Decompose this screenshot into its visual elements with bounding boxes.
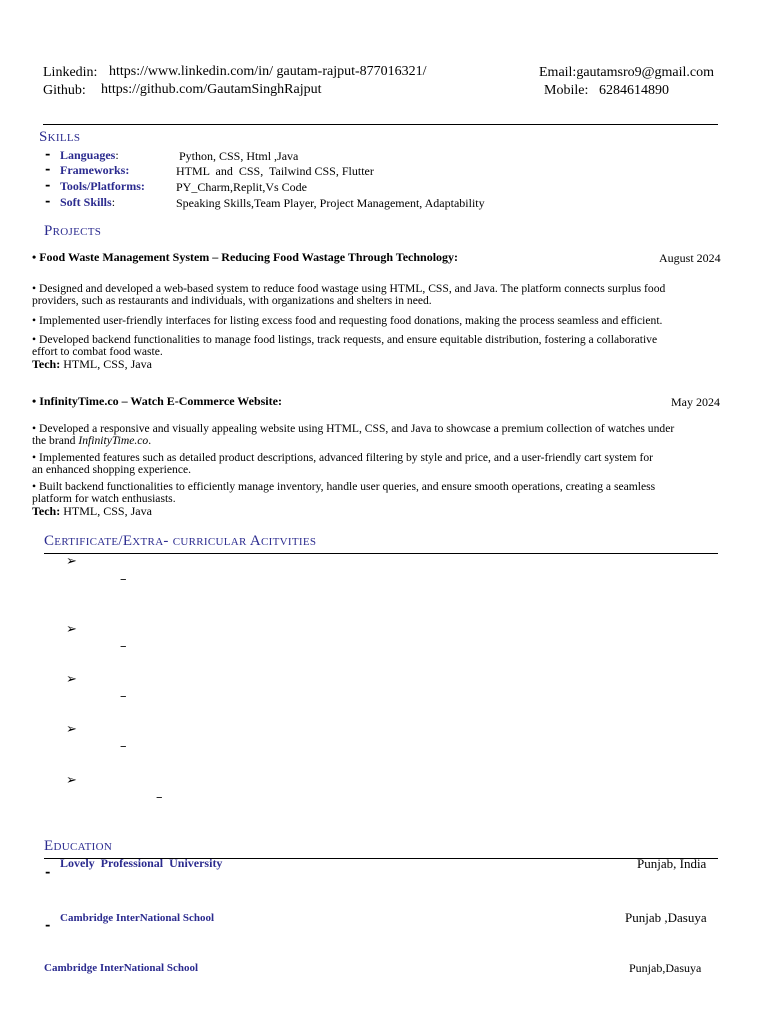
arrow-bullet-icon: ➢	[66, 722, 77, 737]
project-bullet-cont: effort to combat food waste.	[32, 345, 163, 358]
project-bullet: • Developed a responsive and visually appealing website using HTML, CSS, and Java to showcase a premium collection of watches under	[32, 422, 675, 435]
project-date: May 2024	[671, 395, 720, 409]
education-location: Punjab, India	[637, 856, 707, 871]
skill-key-frameworks: Frameworks:	[60, 163, 130, 177]
section-title-education: Education	[44, 838, 113, 854]
bullet-dash: -	[45, 162, 51, 177]
arrow-bullet-icon: ➢	[66, 622, 77, 637]
bullet-dash: -	[45, 178, 51, 193]
arrow-bullet-icon: ➢	[66, 672, 77, 687]
dash-mark: –	[120, 739, 127, 754]
education-institution: Cambridge InterNational School	[60, 912, 214, 924]
header-divider	[43, 124, 718, 125]
bullet-dash: -	[45, 918, 51, 933]
project-bullet: • Built backend functionalities to efficiently manage inventory, handle user queries, and ensure smooth operations, creating a seamless	[32, 480, 656, 493]
github-label: Github:	[43, 83, 86, 98]
project-tech: Tech: HTML, CSS, Java	[32, 504, 152, 518]
linkedin-label: Linkedin:	[43, 65, 98, 80]
skill-key-tools: Tools/Platforms:	[60, 179, 145, 193]
skill-value-tools: PY_Charm,Replit,Vs Code	[176, 180, 307, 194]
skill-value-languages: Python, CSS, Html ,Java	[179, 149, 299, 163]
bullet-dash: -	[45, 147, 51, 162]
dash-mark: –	[156, 790, 163, 805]
section-title-skills: Skills	[39, 129, 81, 145]
dash-mark: –	[120, 689, 127, 704]
email-text[interactable]: Email:gautamsro9@gmail.com	[539, 65, 715, 80]
education-location: Punjab,Dasuya	[629, 961, 702, 975]
project-bullet: • Implemented user-friendly interfaces for listing excess food and requesting food donations, making the process seamless and efficient.	[32, 314, 663, 327]
skill-key-languages: Languages:	[60, 148, 119, 162]
project-bullet: • Implemented features such as detailed product descriptions, advanced filtering by style and price, and a user-friendly cart system for	[32, 451, 653, 464]
project-tech: Tech: HTML, CSS, Java	[32, 357, 152, 371]
skill-key-soft-skills: Soft Skills:	[60, 195, 116, 209]
mobile-label: Mobile:	[544, 83, 589, 98]
github-link[interactable]: https://github.com/GautamSinghRajput	[101, 82, 322, 97]
linkedin-link[interactable]: https://www.linkedin.com/in/ gautam-rajput-877016321/	[109, 64, 427, 79]
mobile-number: 6284614890	[599, 83, 669, 98]
arrow-bullet-icon: ➢	[66, 554, 77, 569]
project-bullet-cont: platform for watch enthusiasts.	[32, 492, 176, 505]
bullet-dash: -	[45, 865, 51, 880]
project-bullet-cont: providers, such as restaurants and individuals, with organizations and shelters in need.	[32, 294, 432, 307]
project-title: • InfinityTime.co – Watch E-Commerce Website:	[32, 394, 282, 408]
education-location: Punjab ,Dasuya	[625, 910, 707, 925]
dash-mark: –	[120, 572, 127, 587]
skill-value-frameworks: HTML and CSS, Tailwind CSS, Flutter	[176, 164, 374, 178]
project-bullet: • Developed backend functionalities to manage food listings, track requests, and ensure equitable distribution, fostering a collaborative	[32, 333, 658, 346]
project-bullet: • Designed and developed a web-based system to reduce food wastage using HTML, CSS, and Java. The platform connects surplus food	[32, 282, 666, 295]
education-institution: Lovely Professional University	[60, 856, 223, 870]
section-title-certificates: Certificate/Extra- curricular Acitvities	[44, 533, 317, 549]
project-bullet-cont: an enhanced shopping experience.	[32, 463, 192, 476]
skill-value-soft-skills: Speaking Skills,Team Player, Project Management, Adaptability	[176, 196, 485, 210]
dash-mark: –	[120, 639, 127, 654]
section-title-projects: Projects	[44, 223, 102, 239]
project-bullet-cont: the brand InfinityTime.co.	[32, 434, 152, 447]
education-institution: Cambridge InterNational School	[44, 962, 198, 974]
certificates-divider	[44, 553, 718, 554]
project-title: • Food Waste Management System – Reducing Food Wastage Through Technology:	[32, 250, 459, 264]
project-date: August 2024	[659, 251, 721, 265]
arrow-bullet-icon: ➢	[66, 773, 77, 788]
bullet-dash: -	[45, 194, 51, 209]
